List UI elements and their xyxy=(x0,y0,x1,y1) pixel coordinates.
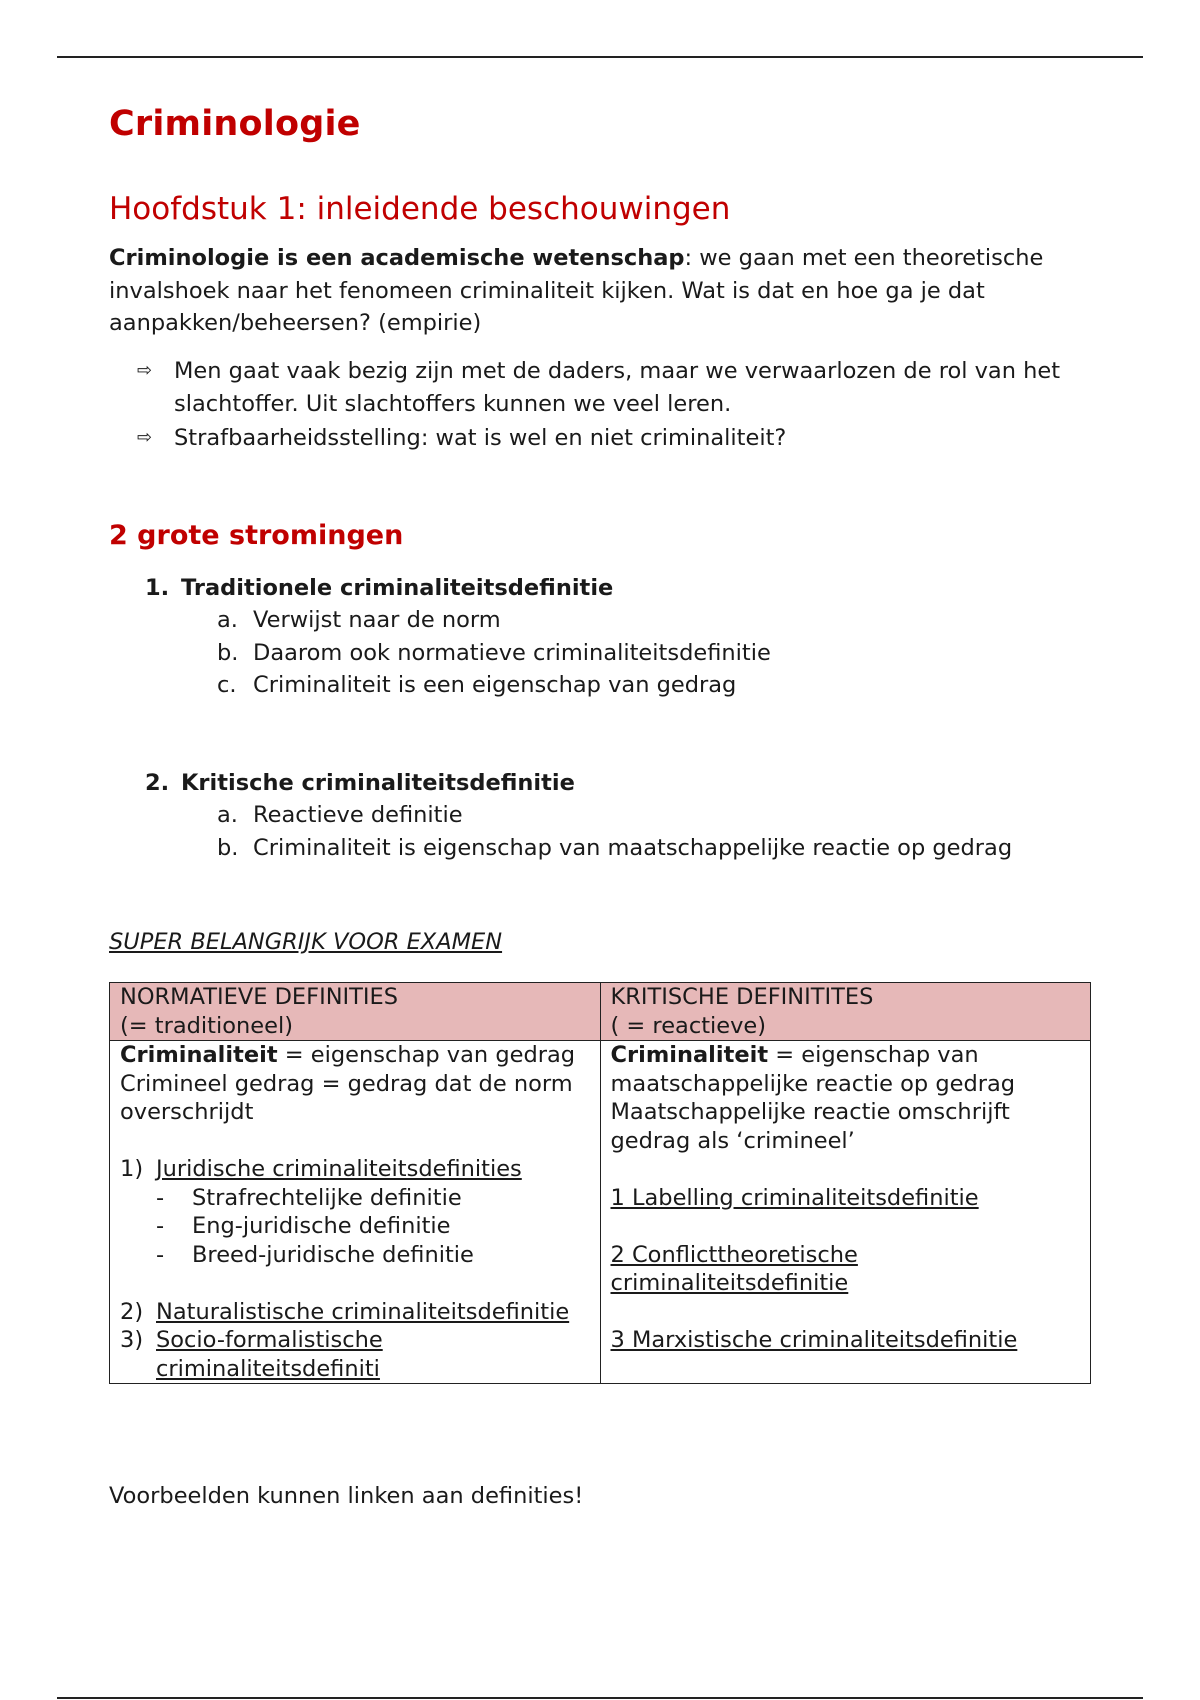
item-text: Verwijst naar de norm xyxy=(253,607,501,633)
stream-title xyxy=(145,572,1105,604)
arrow-bullet-icon: ⇨ xyxy=(137,427,153,448)
stream-traditional xyxy=(145,572,1105,702)
arrow-bullet-icon: ⇨ xyxy=(137,360,153,381)
section-heading: 2 grote stromingen xyxy=(109,520,404,551)
footer-note: Voorbeelden kunnen linken aan definities! xyxy=(109,1483,584,1509)
definition-term: Criminaliteit xyxy=(120,1042,278,1068)
item-text: Juridische criminaliteitsdefinities xyxy=(156,1156,522,1182)
cell-critical xyxy=(600,1041,1091,1384)
header-normative xyxy=(110,983,601,1041)
definition-line xyxy=(120,1041,590,1070)
list-item xyxy=(137,422,1107,455)
header-critical xyxy=(600,983,1091,1041)
stream-title xyxy=(145,767,1105,799)
numbered-item xyxy=(120,1155,590,1184)
stream-number: 1. xyxy=(145,575,170,601)
item-number: 3) xyxy=(120,1327,144,1353)
exam-note: SUPER BELANGRIJK VOOR EXAMEN xyxy=(109,929,503,955)
stream-number: 2. xyxy=(145,770,170,796)
critical-item: 1 Labelling criminaliteitsdefinitie xyxy=(610,1184,979,1211)
bottom-rule xyxy=(57,1697,1143,1699)
definition-text: = eigenschap van maatschappelijke reactie op gedrag xyxy=(610,1042,1016,1097)
list-item xyxy=(217,669,1105,702)
definition-line-2: Maatschappelijke reactie omschrijft gedrag als ‘crimineel’ xyxy=(610,1099,1010,1154)
sub-item xyxy=(120,1184,590,1213)
definition-text: = eigenschap van gedrag xyxy=(277,1042,576,1068)
item-letter: b. xyxy=(217,639,239,666)
item-text: Reactieve definitie xyxy=(253,802,463,828)
list-item xyxy=(217,799,1105,832)
header-title: NORMATIEVE DEFINITIES xyxy=(120,984,399,1010)
dash-bullet: - xyxy=(156,1184,165,1211)
definition-term: Criminaliteit xyxy=(610,1042,769,1068)
item-letter: c. xyxy=(217,672,237,698)
numbered-item xyxy=(120,1326,590,1383)
item-letter: a. xyxy=(217,607,238,633)
numbered-item xyxy=(120,1298,590,1327)
definition-line xyxy=(611,1041,1081,1098)
chapter-heading: Hoofdstuk 1: inleidende beschouwingen xyxy=(109,191,731,227)
bullet-list xyxy=(137,355,1107,457)
item-number: 2) xyxy=(120,1298,144,1325)
stream-title-text: Traditionele criminaliteitsdefinitie xyxy=(181,575,614,601)
critical-item: 2 Conflicttheoretische criminaliteitsdefinitie xyxy=(610,1241,858,1296)
item-number: 1) xyxy=(120,1156,144,1182)
cell-normative xyxy=(110,1041,601,1384)
intro-paragraph xyxy=(109,242,1069,340)
dash-bullet: - xyxy=(156,1241,165,1268)
sub-item xyxy=(120,1212,590,1241)
table-header-row xyxy=(110,983,1091,1041)
stream-items xyxy=(145,799,1105,864)
sub-item-text: Breed-juridische definitie xyxy=(192,1241,474,1268)
item-text: Daarom ook normatieve criminaliteitsdefinitie xyxy=(253,639,771,666)
list-item xyxy=(217,832,1105,865)
stream-items xyxy=(145,604,1105,702)
bullet-text: Strafbaarheidsstelling: wat is wel en niet criminaliteit? xyxy=(174,425,787,451)
document-title: Criminologie xyxy=(109,104,361,144)
definitions-table xyxy=(109,982,1091,1384)
sub-item-text: Eng-juridische definitie xyxy=(192,1213,451,1239)
item-text: Criminaliteit is eigenschap van maatschappelijke reactie op gedrag xyxy=(253,834,1013,861)
definition-line-2: Crimineel gedrag = gedrag dat de norm overschrijdt xyxy=(120,1070,573,1125)
stream-critical xyxy=(145,767,1105,864)
sub-item xyxy=(120,1241,590,1270)
sub-item-text: Strafrechtelijke definitie xyxy=(192,1184,462,1211)
item-text: Socio-formalistische criminaliteitsdefiniti xyxy=(156,1327,383,1382)
intro-bold: Criminologie is een academische wetenschap xyxy=(109,245,685,271)
list-item xyxy=(217,604,1105,637)
item-text: Criminaliteit is een eigenschap van gedrag xyxy=(253,672,737,698)
item-letter: a. xyxy=(217,802,238,828)
intro-rest: : we gaan met een theoretische invalshoek naar het fenomeen criminaliteit kijken. Wat is dat en hoe ga je dat aanpakken/beheersen? (empirie) xyxy=(109,245,1044,336)
bullet-text: Men gaat vaak bezig zijn met de daders, maar we verwaarlozen de rol van het slachtoffer. Uit slachtoffers kunnen we veel leren. xyxy=(174,358,1061,417)
list-item xyxy=(137,355,1107,420)
header-subtitle: (= traditioneel) xyxy=(120,1012,293,1039)
header-title: KRITISCHE DEFINITITES xyxy=(610,984,874,1010)
critical-item: 3 Marxistische criminaliteitsdefinitie xyxy=(610,1327,1018,1353)
table-row xyxy=(110,1041,1091,1384)
list-item xyxy=(217,637,1105,670)
item-letter: b. xyxy=(217,834,239,861)
header-subtitle: ( = reactieve) xyxy=(610,1012,767,1039)
stream-title-text: Kritische criminaliteitsdefinitie xyxy=(181,770,575,796)
top-rule xyxy=(57,56,1143,58)
dash-bullet: - xyxy=(156,1213,165,1239)
item-text: Naturalistische criminaliteitsdefinitie xyxy=(156,1298,570,1325)
